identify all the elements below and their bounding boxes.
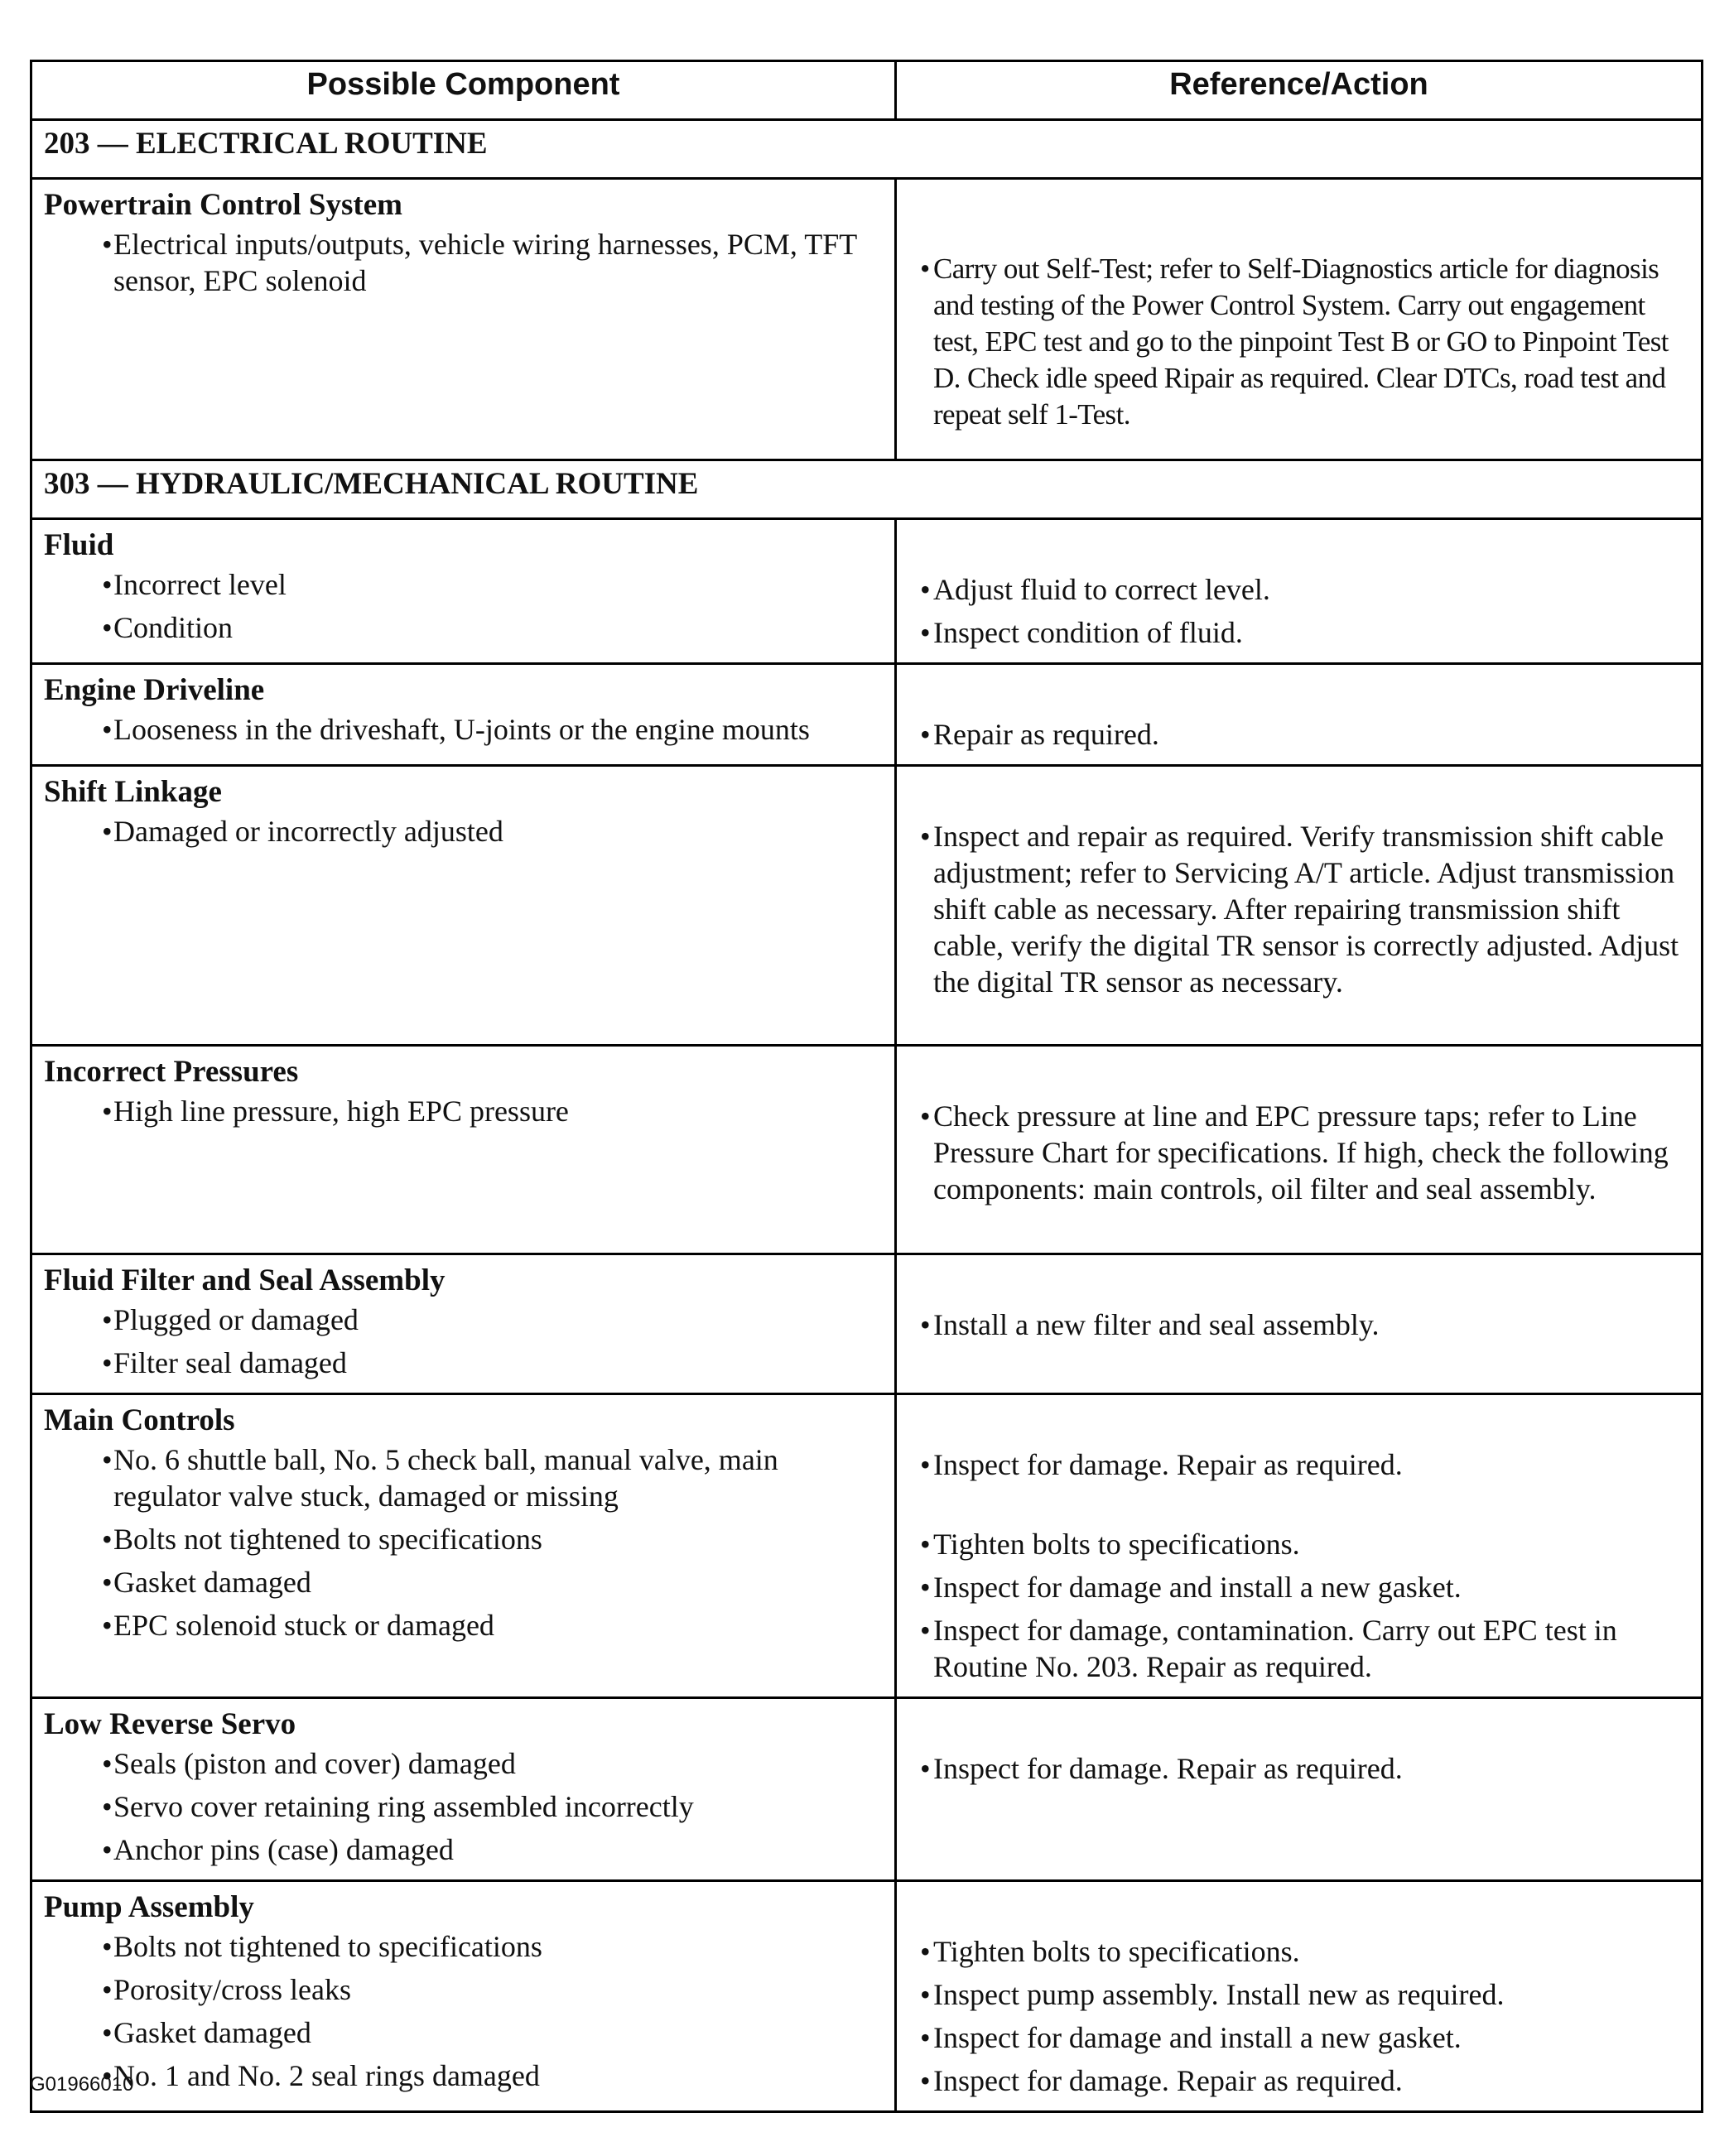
diagnosis-table-page <box>30 60 1701 2113</box>
section-title-hydraulic: 303 — HYDRAULIC/MECHANICAL ROUTINE <box>31 460 1703 519</box>
action-item: • Tighten bolts to specifications. <box>908 1933 1689 1970</box>
component-cell <box>31 179 896 460</box>
column-header-component: Possible Component <box>31 61 896 120</box>
table-row <box>31 664 1703 766</box>
component-item: • High line pressure, high EPC pressure <box>44 1093 883 1129</box>
action-cell <box>896 1254 1703 1394</box>
column-header-action: Reference/Action <box>896 61 1703 120</box>
table-row <box>31 1046 1703 1254</box>
component-item: • Bolts not tightened to specifications <box>44 1928 883 1965</box>
component-title: Powertrain Control System <box>44 188 402 222</box>
table-row <box>31 519 1703 664</box>
diagnosis-table <box>30 60 1703 2113</box>
component-item: • EPC solenoid stuck or damaged <box>44 1607 883 1643</box>
component-title: Incorrect Pressures <box>44 1055 299 1089</box>
action-cell <box>896 179 1703 460</box>
action-item: • Inspect for damage. Repair as required. <box>908 1446 1689 1483</box>
section-row <box>31 120 1703 179</box>
component-item: • Bolts not tightened to specifications <box>44 1521 883 1557</box>
component-item: • Servo cover retaining ring assembled incorrectly <box>44 1788 883 1825</box>
component-item: • Gasket damaged <box>44 2014 883 2051</box>
component-title: Engine Driveline <box>44 673 265 707</box>
component-item: • Damaged or incorrectly adjusted <box>44 813 883 849</box>
table-row <box>31 179 1703 460</box>
action-cell <box>896 1046 1703 1254</box>
action-item: • Check pressure at line and EPC pressure taps; refer to Line Pressure Chart for specifications. If high, check the following components: main controls, oil filter and seal assembly. <box>908 1098 1689 1207</box>
section-row <box>31 460 1703 519</box>
component-item: • No. 1 and No. 2 seal rings damaged <box>44 2057 883 2094</box>
component-item: • Condition <box>44 609 883 646</box>
component-item: • Porosity/cross leaks <box>44 1971 883 2008</box>
table-row <box>31 1394 1703 1698</box>
action-item: • Inspect for damage, contamination. Carry out EPC test in Routine No. 203. Repair as required. <box>908 1612 1689 1685</box>
action-item: • Inspect for damage. Repair as required. <box>908 1750 1689 1787</box>
component-item: • Incorrect level <box>44 566 883 603</box>
action-item: • Inspect pump assembly. Install new as required. <box>908 1976 1689 2013</box>
component-item: • Plugged or damaged <box>44 1302 883 1338</box>
component-item: • Seals (piston and cover) damaged <box>44 1745 883 1782</box>
action-item: • Install a new filter and seal assembly. <box>908 1307 1689 1343</box>
component-title: Low Reverse Servo <box>44 1707 296 1741</box>
component-item: • Looseness in the driveshaft, U-joints or the engine mounts <box>44 711 883 748</box>
table-header-row <box>31 61 1703 120</box>
component-cell <box>31 1881 896 2112</box>
component-title: Shift Linkage <box>44 775 222 809</box>
action-item: • Inspect for damage. Repair as required. <box>908 2062 1689 2099</box>
action-item: • Carry out Self-Test; refer to Self-Diagnostics article for diagnosis and testing of the Power Control System. Carry out engagement test, EPC test and go to the pinpoint Test B or GO to Pinpoint Test D. Check idle speed Ripair as required. Clear DTCs, road test and repeat self 1-Test. <box>908 251 1689 433</box>
action-item: • Inspect for damage and install a new gasket. <box>908 1569 1689 1605</box>
table-row <box>31 1254 1703 1394</box>
action-item: • Inspect for damage and install a new gasket. <box>908 2019 1689 2056</box>
component-title: Fluid Filter and Seal Assembly <box>44 1263 446 1297</box>
component-cell <box>31 1254 896 1394</box>
section-title-electrical: 203 — ELECTRICAL ROUTINE <box>31 120 1703 179</box>
component-cell <box>31 664 896 766</box>
component-cell <box>31 766 896 1046</box>
action-item: • Tighten bolts to specifications. <box>908 1526 1689 1562</box>
component-title: Pump Assembly <box>44 1890 254 1924</box>
component-cell <box>31 1698 896 1881</box>
action-item: • Inspect condition of fluid. <box>908 614 1689 651</box>
component-item: • Electrical inputs/outputs, vehicle wiring harnesses, PCM, TFT sensor, EPC solenoid <box>44 226 883 299</box>
component-item: • Anchor pins (case) damaged <box>44 1831 883 1868</box>
action-cell <box>896 766 1703 1046</box>
component-item: • Filter seal damaged <box>44 1345 883 1381</box>
component-title: Fluid <box>44 528 114 562</box>
table-row <box>31 1881 1703 2112</box>
component-cell <box>31 519 896 664</box>
action-cell <box>896 1394 1703 1698</box>
action-item: • Inspect and repair as required. Verify transmission shift cable adjustment; refer to Servicing A/T article. Adjust transmission shift cable as necessary. After repairing transmission shift cable, verify the digital TR sensor is correctly adjusted. Adjust the digital TR sensor as necessary. <box>908 818 1689 1000</box>
component-cell <box>31 1046 896 1254</box>
action-cell <box>896 664 1703 766</box>
action-cell <box>896 519 1703 664</box>
table-row <box>31 766 1703 1046</box>
action-cell <box>896 1881 1703 2112</box>
table-row <box>31 1698 1703 1881</box>
component-item: • No. 6 shuttle ball, No. 5 check ball, manual valve, main regulator valve stuck, damaged or missing <box>44 1441 883 1514</box>
component-cell <box>31 1394 896 1698</box>
component-item: • Gasket damaged <box>44 1564 883 1600</box>
action-cell <box>896 1698 1703 1881</box>
component-title: Main Controls <box>44 1403 235 1437</box>
action-item: • Adjust fluid to correct level. <box>908 571 1689 608</box>
action-item: • Repair as required. <box>908 716 1689 753</box>
figure-code: G01966010 <box>30 2073 134 2096</box>
